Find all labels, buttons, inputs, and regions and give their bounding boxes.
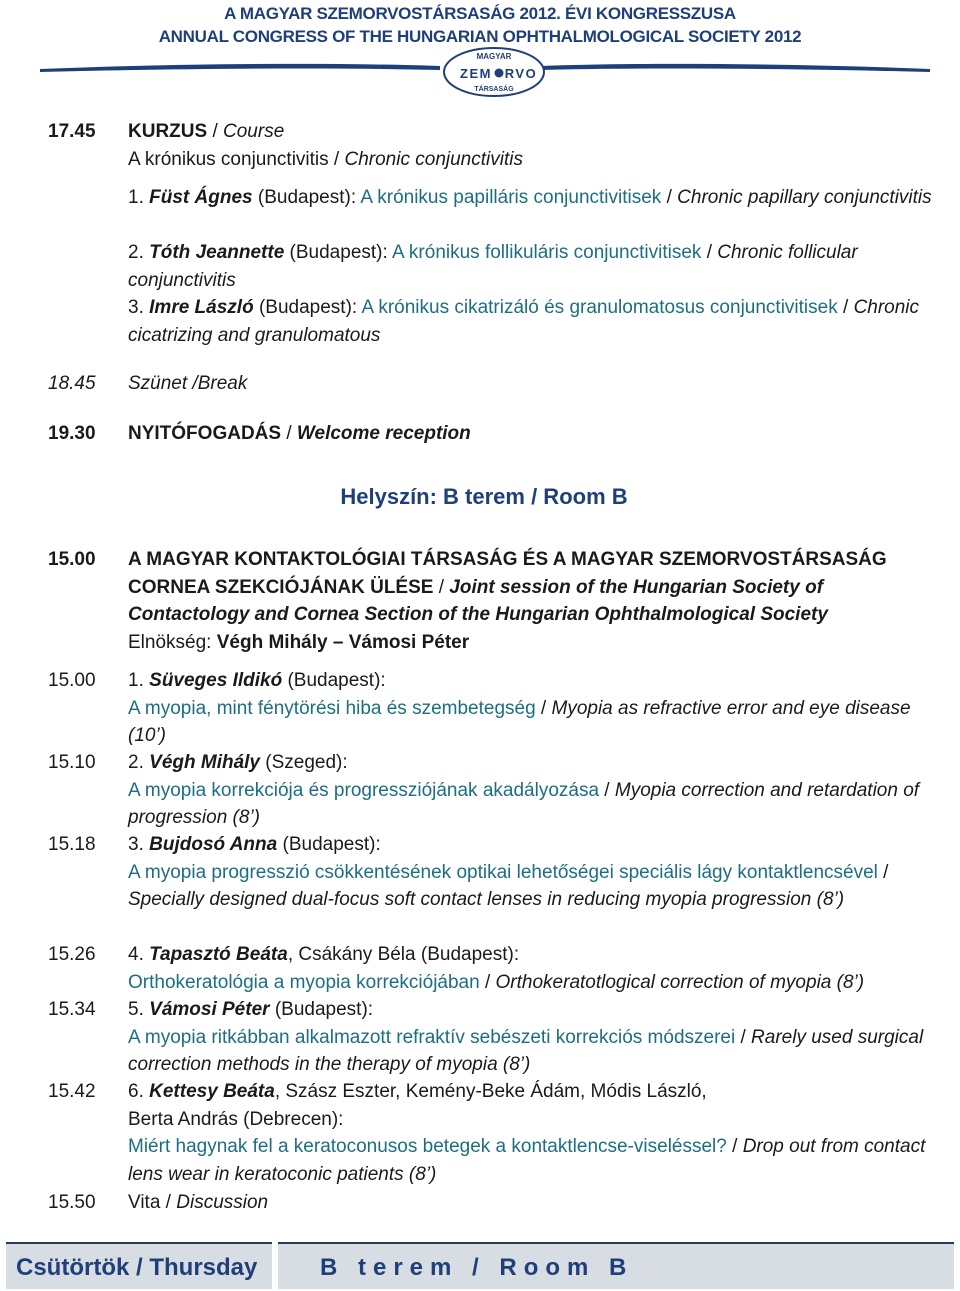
header-swoosh-right (540, 60, 930, 74)
speaker-name: Kettesy Beáta (149, 1081, 275, 1102)
congress-title-en: ANNUAL CONGRESS OF THE HUNGARIAN OPHTHALMOLOGICAL SOCIETY 2012 (158, 27, 802, 46)
speaker-name: Imre László (149, 297, 254, 318)
speaker-name: Süveges Ildikó (149, 670, 283, 691)
speaker-name: Végh Mihály (149, 752, 260, 773)
course-time: 17.45 (48, 121, 96, 142)
session-chairs: Végh Mihály – Vámosi Péter (216, 631, 470, 653)
header-swoosh-left (40, 60, 440, 74)
course-title: KURZUS / Course A krónikus conjunctivitis / Chronic conjunctivitis (128, 121, 523, 170)
logo-eye-icon (495, 69, 504, 78)
speaker-name: Bujdosó Anna (149, 834, 278, 855)
logo-text-right: RVO (504, 66, 538, 81)
speaker-name: Tóth Jeannette (149, 242, 285, 263)
footer-room: B terem / Room B (278, 1242, 954, 1289)
logo-text-left: ZEM (460, 66, 492, 81)
society-logo (442, 46, 546, 98)
page-footer (0, 1242, 960, 1289)
logo-text-bottom: TÁRSASÁG (474, 86, 514, 93)
speaker-name: Füst Ágnes (149, 187, 253, 208)
logo-text-top: MAGYAR (476, 52, 512, 61)
session-title: A MAGYAR KONTAKTOLÓGIAI TÁRSASÁG ÉS A MAGYAR SZEMORVOSTÁRSASÁG CORNEA SZEKCIÓJÁNAK ÜLÉSE / Joint session of the Hungarian Society of Contactology and Cornea Section of the Hungarian Ophthalmological Society Elnökség: Végh Mihály – Vámosi Péter (128, 549, 887, 653)
location-heading: Helyszín: B terem / Room B (340, 484, 628, 509)
speaker-name: Vámosi Péter (149, 999, 270, 1020)
congress-title-hu: A MAGYAR SZEMORVOSTÁRSASÁG 2012. ÉVI KONGRESSZUSA (224, 4, 736, 23)
page-header (0, 0, 960, 110)
speaker-name: Tapasztó Beáta (149, 944, 288, 965)
footer-day: Csütörtök / Thursday (6, 1242, 272, 1289)
